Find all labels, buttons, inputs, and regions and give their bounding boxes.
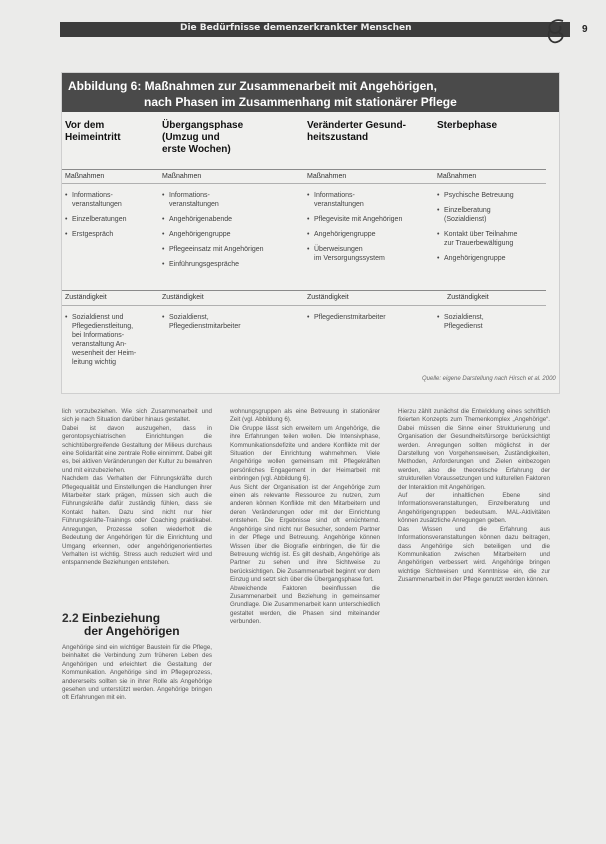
divider bbox=[62, 183, 546, 184]
column-heading-before-admission: Vor dem Heimeintritt bbox=[65, 120, 121, 143]
list-item: • Pflegedienstmitarbeiter bbox=[307, 313, 386, 322]
figure-title-line-2: nach Phasen im Zusammenhang mit stationärer Pflege bbox=[144, 95, 457, 109]
running-header-title: Die Bedürfnisse demenzerkrankter Menschen bbox=[180, 23, 412, 33]
list-item: • Sozialdienst, Pflegedienst bbox=[437, 313, 484, 331]
list-item: • Überweisungen im Versorgungssystem bbox=[307, 245, 402, 263]
column-heading-changed-health: Veränderter Gesund- heitszustand bbox=[307, 120, 406, 143]
responsibility-label: Zuständigkeit bbox=[447, 294, 489, 301]
list-item: • Pflegeeinsatz mit Angehörigen bbox=[162, 245, 264, 254]
figure-6 bbox=[61, 72, 560, 394]
divider bbox=[62, 169, 546, 170]
measures-list bbox=[437, 191, 517, 269]
figure-title bbox=[62, 73, 559, 112]
measures-label: Maßnahmen bbox=[65, 173, 105, 180]
responsibility-label: Zuständigkeit bbox=[65, 294, 107, 301]
list-item: • Angehörigenabende bbox=[162, 215, 264, 224]
figure-title-line-1: Abbildung 6: Maßnahmen zur Zusammenarbeit mit Angehörigen, bbox=[68, 79, 437, 93]
list-item: • Sozialdienst und Pflegedienstleitung, bei Informations- veranstaltung An- wesenheit der Heim- leitung wichtig bbox=[65, 313, 136, 367]
list-item: • Informations- veranstaltungen bbox=[307, 191, 402, 209]
list-item: • Angehörigengruppe bbox=[437, 254, 517, 263]
publisher-logo-icon bbox=[541, 16, 571, 46]
responsibility-list bbox=[307, 313, 386, 328]
list-item: • Sozialdienst, Pflegedienstmitarbeiter bbox=[162, 313, 241, 331]
responsibility-list bbox=[65, 313, 136, 373]
divider bbox=[62, 305, 546, 306]
running-header bbox=[60, 22, 570, 37]
page-number: 9 bbox=[582, 24, 588, 35]
list-item: • Psychische Betreuung bbox=[437, 191, 517, 200]
measures-list bbox=[162, 191, 264, 275]
measures-list bbox=[65, 191, 127, 245]
body-column-1: lich vorzubeziehen. Wie sich Zusammenarbeit und sich je nach Situation darüber hinaus gestaltet. Dabei ist davon auszugehen, dass in gerontopsychiatrischen Einrichtungen die schichtübergreifende Gestaltung der Milieus durchaus eine Solidarität eine zentrale Rolle einnimmt. Dabei gilt es, bei aktiven Veränderungen der Kultur zu bewahren und mit einzubeziehen. Nachdem das Verhalten der Führungskräfte durch Pflegequalität und Einstellungen die Handlungen ihrer Mitarbeiter stark prägen, müssen sich auch die Führungskräfte dafür zuständig fühlen, dass sie Kontakt halten. Dazu sind nicht nur hier Führungskräfte-Trainings oder Coaching praktikabel. Anregungen, Prozesse sollen wiederholt die Bedeutung der Angehörigen für die Einrichtung und Umgang erkennen, oder angehörigenorientiertes Verhalten ist wichtig. Stress auch reduziert wird und entspannende Beziehungen entstehen. bbox=[62, 408, 212, 567]
section-heading bbox=[62, 612, 180, 638]
list-item: • Angehörigengruppe bbox=[162, 230, 264, 239]
responsibility-label: Zuständigkeit bbox=[162, 294, 204, 301]
section-title-line-2: der Angehörigen bbox=[84, 624, 180, 638]
list-item: • Angehörigengruppe bbox=[307, 230, 402, 239]
body-column-2: wohnungsgruppen als eine Betreuung in stationärer Zeit (vgl. Abbildung 6). Die Gruppe lässt sich erweitern um Angehörige, die ihre Erfahrungen teilen wollen. Die Intensivphase, Kommunikationsdefizite und andere Konflikte mit der Situation der Einrichtung wahrnehmen. Viele Angehörige wollen gemeinsam mit Pflegekräften persönliches Engagement in der Heimarbeit mit einbringen (vgl. Abbildung 6). Aus Sicht der Organisation ist der Angehörige zum einen als relevante Ressource zu nutzen, zum anderen können Konflikte mit den Mitarbeitern und deren Veränderungen oder mit der Einrichtung entstehen. Die Ergebnisse sind oft ernüchternd. Angehörige sind nicht nur Besucher, sondern Partner in der Pflege und Betreuung. Angehörige können Wissen über die Biografie einbringen, die für die Betreuung wichtig ist. Es gilt deshalb, Angehörige als Partner zu sehen und ihre Sichtweise zu berücksichtigen. Die Zusammenarbeit beginnt vor dem Einzug und setzt sich über die Übergangsphase fort. Abweichende Faktoren beeinflussen die Zusammenarbeit und Beziehung in gemeinsamer Grundlage. Die Zusammenarbeit kann unterschiedlich gestaltet werden, die Phasen sind miteinander verbunden. bbox=[230, 408, 380, 626]
list-item: • Erstgespräch bbox=[65, 230, 127, 239]
list-item: • Informations- veranstaltungen bbox=[162, 191, 264, 209]
section-title-line-1: Einbeziehung bbox=[82, 611, 161, 625]
list-item: • Einführungsgespräche bbox=[162, 260, 264, 269]
measures-list bbox=[307, 191, 402, 269]
list-item: • Kontakt über Teilnahme zur Trauerbewältigung bbox=[437, 230, 517, 248]
divider bbox=[62, 290, 546, 291]
section-number: 2.2 bbox=[62, 611, 79, 625]
column-heading-transition: Übergangsphase (Umzug und erste Wochen) bbox=[162, 120, 244, 155]
figure-source: Quelle: eigene Darstellung nach Hirsch et al. 2000 bbox=[422, 376, 556, 382]
measures-label: Maßnahmen bbox=[162, 173, 202, 180]
measures-label: Maßnahmen bbox=[437, 173, 477, 180]
list-item: • Informations- veranstaltungen bbox=[65, 191, 127, 209]
body-column-1-continued: Angehörige sind ein wichtiger Baustein für die Pflege, beinhaltet die Verbindung zum früheren Leben des Angehörigen und erleichtert die Gestaltung der Kommunikation. Angehörige sind im Pflegeprozess, andererseits sollten sie in ihrer Rolle als Angehörige gesehen und unterstützt werden. Angehörige bringen oft Erfahrungen mit ein. bbox=[62, 644, 212, 702]
body-column-3: Hierzu zählt zunächst die Entwicklung eines schriftlich fixierten Konzepts zum Themenkomplex „Angehörige“. Dabei müssen die Sinne einer Strukturierung und Organisation der Gesundheitsfürsorge berücksichtigt werden. Anregungen sollten möglichst in der Darstellung von Vorgehensweisen, Zuständigkeiten, Methoden, Anforderungen und Zielen einbezogen werden, also die theoretische Erfahrung der strukturellen Voraussetzungen und kulturellen Faktoren der Interaktion mit Angehörigen. Auf der inhaltlichen Ebene sind Informationsveranstaltungen, Einzelberatung und Angehörigengruppen bedeutsam. MAL-Aktivitäten können zusätzliche Anregungen geben. Das Wissen und die Erfahrung aus Informationsveranstaltungen können dazu beitragen, dass Angehörige sich beteiligen und die Kommunikation zwischen Mitarbeitern und Angehörigen verbessert wird. Angehörige bringen wichtige Sichtweisen und Kenntnisse ein, die zur Zusammenarbeit in der Pflege genutzt werden können. bbox=[398, 408, 550, 584]
column-heading-dying-phase: Sterbephase bbox=[437, 120, 498, 131]
responsibility-label: Zuständigkeit bbox=[307, 294, 349, 301]
list-item: • Einzelberatungen bbox=[65, 215, 127, 224]
list-item: • Einzelberatung (Sozialdienst) bbox=[437, 206, 517, 224]
responsibility-list bbox=[162, 313, 241, 337]
measures-label: Maßnahmen bbox=[307, 173, 347, 180]
responsibility-list bbox=[437, 313, 484, 337]
list-item: • Pflegevisite mit Angehörigen bbox=[307, 215, 402, 224]
